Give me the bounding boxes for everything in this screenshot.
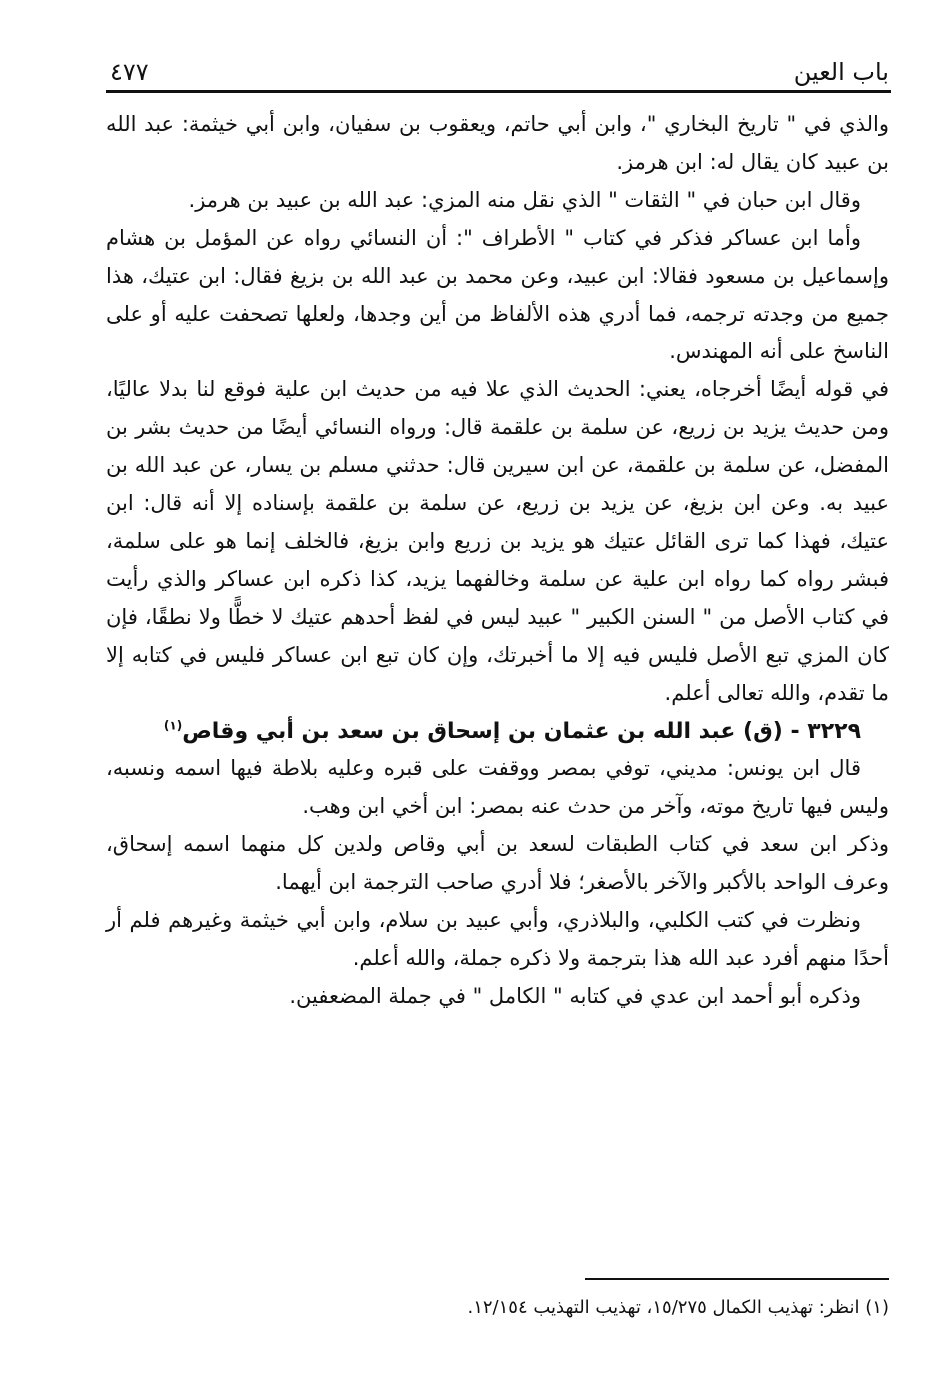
paragraph: في قوله أيضًا أخرجاه، يعني: الحديث الذي علا فيه من حديث ابن علية فوقع لنا بدلا عاليًا، ومن حديث يزيد بن زريع، عن سلمة بن علقمة قال: ورواه النسائي أيضًا من حديث بشر بن المفضل، عن سلمة بن علقمة، عن ابن سيرين قال: حدثني مسلم بن يسار، عن عبد الله بن عبيد به. وعن ابن بزيغ، عن يزيد بن زريع، عن سلمة بن علقمة بإسناده إلا أنه قال: ابن عتيك، فهذا كما ترى القائل عتيك هو يزيد بن زريع وابن بزيغ، فالخلف إنما هو على سلمة، فبشر رواه كما رواه ابن علية عن سلمة وخالفهما يزيد، كذا ذكره ابن عساكر والذي رأيت في كتاب الأصل من " السنن الكبير " عبيد ليس في لفظ أحدهم عتيك لا خطًّا ولا نطقًا، فإن كان المزي تبع الأصل فليس فيه إلا ما أخبرتك، وإن كان تبع ابن عساكر فليس في كتابه إلا ما تقدم، والله تعالى أعلم. [106, 377, 889, 705]
entry-heading-text: ٣٢٢٩ - (ق) عبد الله بن عثمان بن إسحاق بن سعد بن أبي وقاص [182, 718, 861, 744]
paragraph: ونظرت في كتب الكلبي، والبلاذري، وأبي عبيد بن سلام، وابن أبي خيثمة وغيرهم فلم أر أحدًا منهم أفرد عبد الله هذا بترجمة ولا ذكره جملة، والله أعلم. [106, 908, 889, 970]
chapter-title: باب العين [793, 58, 889, 86]
paragraph: قال ابن يونس: مديني، توفي بمصر ووقفت على قبره وعليه بلاطة فيها اسمه ونسبه، وليس فيها تاريخ موته، وآخر من حدث عنه بمصر: ابن أخي ابن وهب. [106, 756, 889, 819]
footnote-marker: (١) [163, 718, 183, 733]
paragraph: وذكره أبو أحمد ابن عدي في كتابه " الكامل " في جملة المضعفين. [289, 983, 861, 1008]
footnote-rule [585, 1278, 889, 1280]
footnote: (١) انظر: تهذيب الكمال ١٥/٢٧٥، تهذيب التهذيب ١٢/١٥٤. [467, 1297, 889, 1318]
main-text [106, 106, 889, 1016]
paragraph: والذي في " تاريخ البخاري "، وابن أبي حاتم، ويعقوب بن سفيان، وابن أبي خيثمة: عبد الله بن عبيد كان يقال له: ابن هرمز. [106, 112, 889, 174]
page-number: ٤٧٧ [110, 58, 149, 86]
entry-heading [106, 713, 889, 751]
paragraph: وذكر ابن سعد في كتاب الطبقات لسعد بن أبي وقاص ولدين كل منهما اسمه إسحاق، وعرف الواحد بالأكبر والآخر بالأصغر؛ فلا أدري صاحب الترجمة ابن أيهما. [106, 832, 889, 895]
header-rule [106, 90, 891, 93]
paragraph: وأما ابن عساكر فذكر في كتاب " الأطراف ": أن النسائي رواه عن المؤمل بن هشام وإسماعيل بن مسعود فقالا: ابن عبيد، وعن محمد بن عبد الله بن بزيغ فقال: ابن عتيك، هذا جميع من وجدته ترجمه، فما أدري هذه الألفاظ من أين وجدها، ولعلها تصحفت عليه أو على الناسخ على أنه المهندس. [106, 225, 889, 364]
running-header [110, 55, 889, 89]
paragraph: وقال ابن حبان في " الثقات " الذي نقل منه المزي: عبد الله بن عبيد بن هرمز. [188, 187, 861, 212]
